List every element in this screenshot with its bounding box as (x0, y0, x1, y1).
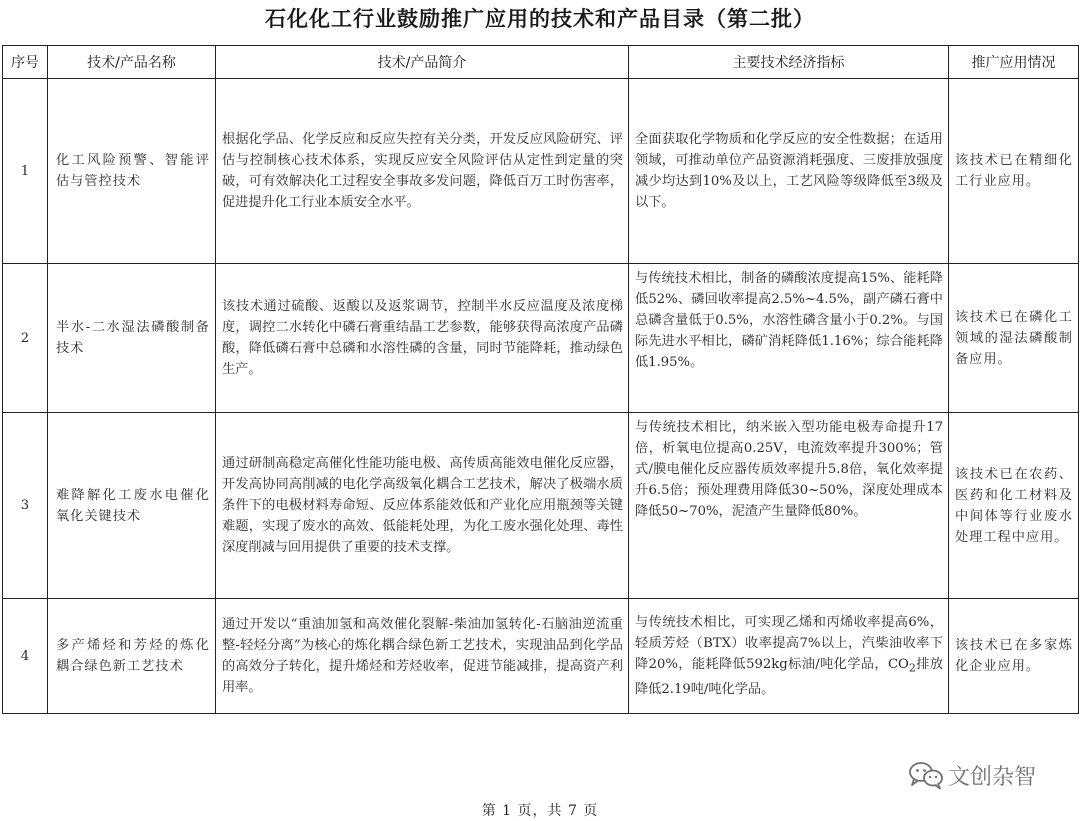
header-status: 推广应用情况 (949, 46, 1079, 79)
table-row (3, 264, 1079, 413)
row-seq: 2 (3, 264, 48, 413)
header-seq: 序号 (3, 46, 48, 79)
watermark (908, 757, 1036, 793)
watermark-label: 文创杂智 (948, 764, 1037, 790)
row-indicators (629, 599, 948, 713)
indicators-subscript: 2 (908, 662, 916, 676)
header-name: 技术/产品名称 (48, 46, 216, 79)
row-intro: 通过开发以“重油加氢和高效催化裂解-柴油加氢转化-石脑油逆流重整-轻烃分离”为核心的炼化耦合绿色新工艺技术，实现油品到化学品的高效分子转化，提升烯烃和芳烃收率，促进节能减排，提高资产利用率。 (222, 617, 623, 696)
indicators-text-post: 排放降低2.19吨/吨化学品。 (635, 657, 944, 698)
row-intro: 通过研制高稳定高催化性能功能电极、高传质高能效电催化反应器，开发高协同高削减的电化学高级氧化耦合工艺技术，解决了极端水质条件下的电极材料寿命短、反应体系能效低和产业化应用瓶颈等关键难题，实现了废水的高效、低能耗处理，为化工废水强化处理、毒性深度削减与回用提供了重要的技术支撑。 (222, 456, 623, 556)
row-status: 该技术已在精细化工行业应用。 (955, 153, 1073, 190)
table-row (3, 599, 1079, 714)
header-intro: 技术/产品简介 (216, 46, 629, 79)
header-indicators: 主要技术经济指标 (629, 46, 949, 79)
row-status: 该技术已在农药、医药和化工材料及中间体等行业废水处理工程中应用。 (955, 466, 1073, 545)
page-footer: 第 1 页，共 7 页 (481, 803, 599, 819)
row-name: 半水-二水湿法磷酸制备技术 (56, 320, 210, 357)
row-name: 多产烯烃和芳烃的炼化耦合绿色新工艺技术 (56, 638, 210, 675)
row-name: 化工风险预警、智能评估与管控技术 (56, 153, 210, 190)
row-seq: 1 (3, 79, 48, 264)
row-seq: 3 (3, 413, 48, 599)
row-intro: 根据化学品、化学反应和反应失控有关分类，开发反应风险研究、评估与控制核心技术体系，实现反应安全风险评估从定性到定量的突破，可有效解决化工过程安全事故多发问题，降低百万工时伤害率，促进提升化工行业本质安全水平。 (222, 132, 623, 211)
row-status: 该技术已在多家炼化企业应用。 (955, 638, 1073, 675)
row-intro: 该技术通过硫酸、返酸以及返浆调节，控制半水反应温度及浓度梯度，调控二水转化中磷石膏重结晶工艺参数，能够获得高浓度产品磷酸，降低磷石膏中总磷和水溶性磷的含量，同时节能降耗，推动绿色生产。 (222, 299, 623, 378)
row-indicators: 与传统技术相比，制备的磷酸浓度提高15%、能耗降低52%、磷回收率提高2.5%~4.5%，副产磷石膏中总磷含量低于0.5%，水溶性磷含量小于0.2%。与国际先进水平相比，磷矿消耗降低1.16%；综合能耗降低1.95%。 (635, 271, 943, 371)
table-row (3, 413, 1079, 599)
wechat-icon (908, 760, 944, 790)
row-indicators: 全面获取化学物质和化学反应的安全性数据；在适用领域，可推动单位产品资源消耗强度、三废排放强度减少均达到10%及以上，工艺风险等级降低至3级及以下。 (635, 132, 943, 211)
table-row (3, 79, 1079, 264)
indicators-text-pre: 与传统技术相比，可实现乙烯和丙烯收率提高6%，轻质芳烃（BTX）收率提高7%以上，汽柴油收率下降20%，能耗降低592kg标油/吨化学品，CO (635, 615, 943, 673)
row-indicators: 与传统技术相比，纳米嵌入型功能电极寿命提升17倍，析氧电位提高0.25V，电流效率提升300%；管式/膜电催化反应器传质效率提升5.8倍，氧化效率提升6.5倍；预处理费用降低30~50%，深度处理成本降低50~70%，泥渣产生量降低80%。 (635, 420, 943, 520)
row-name: 难降解化工废水电催化氧化关键技术 (56, 487, 210, 524)
document-title: 石化化工行业鼓励推广应用的技术和产品目录（第二批） (265, 6, 815, 31)
table-header-row (3, 46, 1079, 79)
catalog-table (2, 45, 1079, 714)
row-status: 该技术已在磷化工领域的湿法磷酸制备应用。 (955, 309, 1073, 367)
row-seq: 4 (3, 599, 48, 714)
